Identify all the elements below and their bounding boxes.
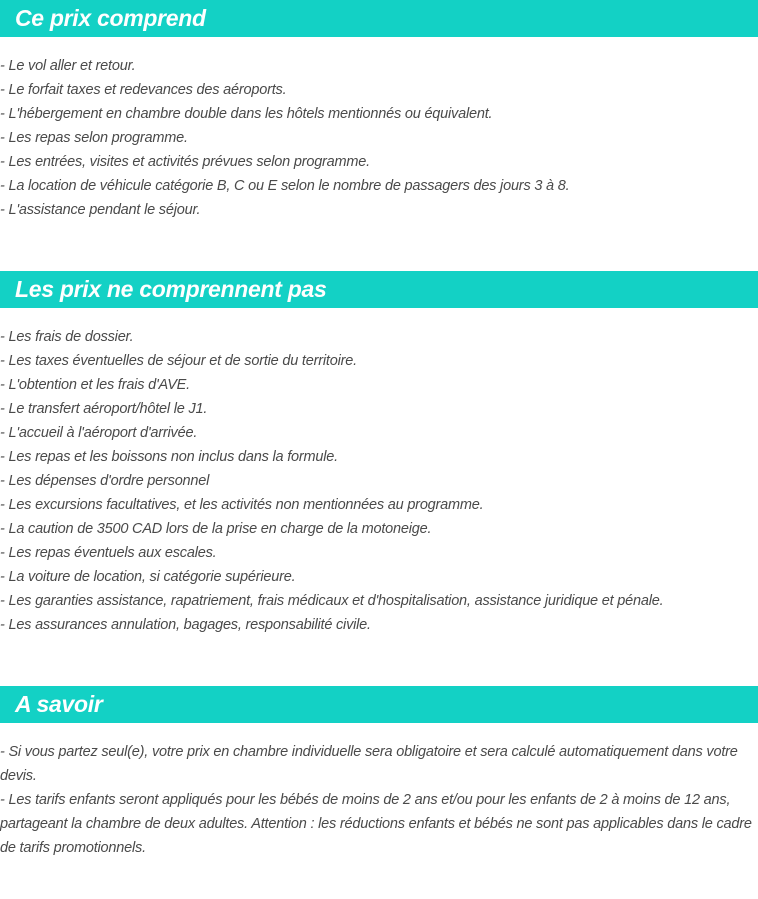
list-item: - Les repas éventuels aux escales.: [0, 545, 217, 561]
list-item: - Le vol aller et retour.: [0, 58, 136, 74]
section-title: A savoir: [15, 691, 103, 717]
list-item: - L'accueil à l'aéroport d'arrivée.: [0, 425, 198, 441]
list-item: - L'hébergement en chambre double dans les hôtels mentionnés ou équivalent.: [0, 106, 493, 122]
list-item: - Les tarifs enfants seront appliqués pour les bébés de moins de 2 ans et/ou pour les enfants de 2 à moins de 12 ans, partageant la chambre de deux adultes. Attention : les réductions enfants et bébés ne sont pas applicables dans le cadre de tarifs promotionnels.: [0, 792, 752, 856]
list-item: - Les repas selon programme.: [0, 130, 188, 146]
list-item: - Le forfait taxes et redevances des aéroports.: [0, 82, 287, 98]
list-item: - Les frais de dossier.: [0, 329, 134, 345]
section-title: Les prix ne comprennent pas: [15, 276, 327, 302]
list-item: - Les assurances annulation, bagages, responsabilité civile.: [0, 617, 371, 633]
item-list: [0, 325, 758, 637]
list-item: - Les garanties assistance, rapatriement, frais médicaux et d'hospitalisation, assistance juridique et pénale.: [0, 593, 664, 609]
section-header: [0, 271, 758, 308]
list-item: - Le transfert aéroport/hôtel le J1.: [0, 401, 208, 417]
list-item: - La caution de 3500 CAD lors de la prise en charge de la motoneige.: [0, 521, 432, 537]
list-item: - Les repas et les boissons non inclus dans la formule.: [0, 449, 338, 465]
list-item: - La location de véhicule catégorie B, C ou E selon le nombre de passagers des jours 3 à 8.: [0, 178, 570, 194]
section-price-excludes: [0, 271, 758, 637]
section-good-to-know: [0, 686, 758, 860]
section-title: Ce prix comprend: [15, 5, 206, 31]
list-item: - Si vous partez seul(e), votre prix en chambre individuelle sera obligatoire et sera calculé automatiquement dans votre devis.: [0, 744, 738, 784]
list-item: - Les taxes éventuelles de séjour et de sortie du territoire.: [0, 353, 357, 369]
item-list: [0, 740, 758, 860]
list-item: - La voiture de location, si catégorie supérieure.: [0, 569, 296, 585]
list-item: - L'obtention et les frais d'AVE.: [0, 377, 190, 393]
list-item: - Les excursions facultatives, et les activités non mentionnées au programme.: [0, 497, 484, 513]
section-price-includes: [0, 0, 758, 222]
list-item: - Les entrées, visites et activités prévues selon programme.: [0, 154, 370, 170]
section-header: [0, 686, 758, 723]
list-item: - L'assistance pendant le séjour.: [0, 202, 201, 218]
item-list: [0, 54, 758, 222]
section-header: [0, 0, 758, 37]
list-item: - Les dépenses d'ordre personnel: [0, 473, 210, 489]
